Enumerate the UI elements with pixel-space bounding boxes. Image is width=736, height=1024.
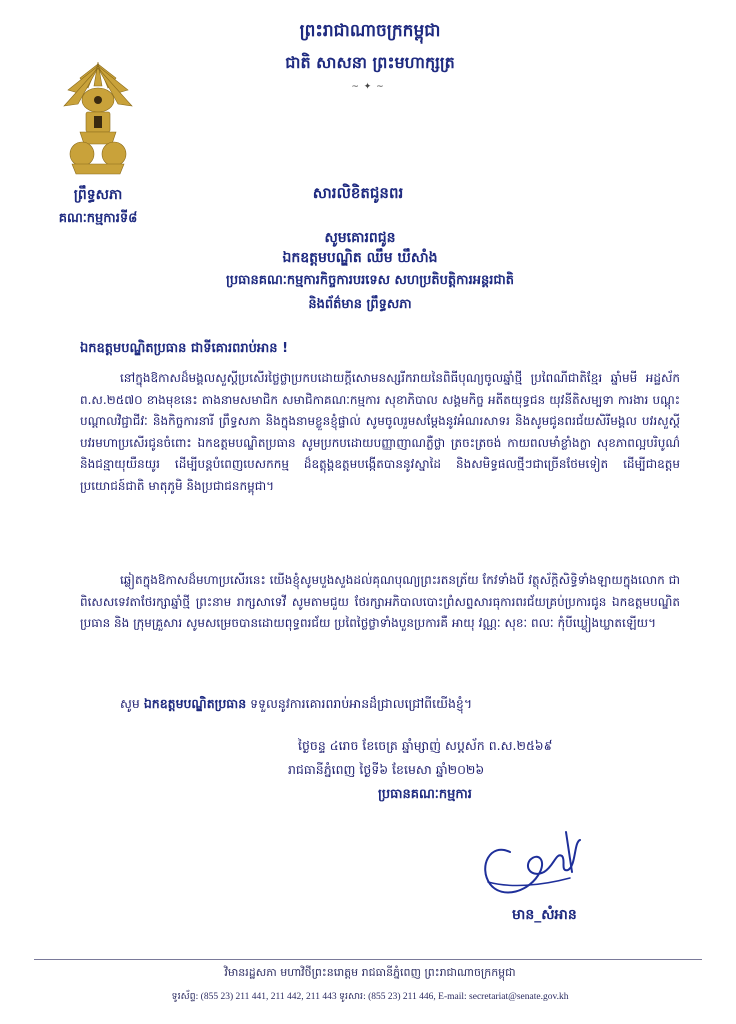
body-paragraph-2: ឆ្លៀតក្នុងឱកាសដ៏មហាប្រសើរនេះ យើងខ្ញុំសូមបួងសួងដល់គុណបុណ្យព្រះរតនត្រ័យ កែវទាំងបី វត្ថុស័ក្តិសិទ្ធិទាំងឡាយក្នុងលោក ជាពិសេសទេវតាថែរក្សាឆ្នាំថ្មី ព្រះនាម រាក្សសាទេវី សូមតាមជួយ ថែរក្សាអភិបាលបោះព្រំសព្ទសារធុការពរជ័យគ្រប់ប្រការជូន ឯកឧត្តមបណ្ឌិតប្រធាន និង ក្រុមគ្រួសារ សូមសម្រេចបានដោយពុទ្ធពរជ័យ ប្រពៃថ្លៃថ្លាទាំងបួនប្រការគឺ អាយុ វណ្ណៈ សុខៈ ពលៈ កុំបីឃ្លៀងឃ្លាតឡើយ។ [80,573,680,630]
footer-divider [34,959,702,960]
senate-emblem-icon [58,58,138,178]
footer-contacts: ទូរស័ព្ទ: (855 23) 211 441, 211 442, 211 443 ទូរសារ: (855 23) 211 446, E-mail: secretariat@senate.gov.kh [171,992,569,1002]
institution-name: ព្រឹទ្ធសភា [73,187,123,203]
recipient-position-cont: និងព័ត៌មាន ព្រឹទ្ធសភា [308,297,412,312]
footer-address: វិមានរដ្ឋសភា មហាវិថីព្រះនរោត្តម រាជធានីភ្នំពេញ ព្រះរាជាណាចក្រកម្ពុជា [224,966,516,979]
header-ornament: ~ ✦ ~ [351,82,385,92]
signer-name: មាន_សំអាន [512,907,577,923]
salutation: ឯកឧត្តមបណ្ឌិតប្រធាន ជាទីគោរពរាប់អាន ! [80,341,289,356]
kingdom-heading: ព្រះរាជាណាចក្រកម្ពុជា [299,21,441,41]
recipient-greeting: សូមគោរពជូន [324,230,396,246]
closing-prefix: សូម [120,696,140,711]
recipient-name: ឯកឧត្តមបណ្ឌិត ឈឹម ឃឹសាំង [282,250,438,266]
closing-recipient: ឯកឧត្តមបណ្ឌិតប្រធាន [143,696,247,711]
recipient-position: ប្រធានគណៈកម្មការកិច្ចការបរទេស សហប្រតិបត្តិការអន្តរជាតិ [226,273,514,288]
signature-icon [470,812,600,912]
lunar-date: ថ្ងៃចន្ទ ៤រោច ខែចេត្រ ឆ្នាំម្សាញ់ សប្តស័ក ព.ស.២៥៦៩ [298,738,553,753]
signer-title: ប្រធានគណៈកម្មការ [378,787,472,802]
letter-title: សារលិខិតជូនពរ [312,184,404,202]
national-motto: ជាតិ សាសនា ព្រះមហាក្សត្រ [285,53,455,72]
closing-line [120,696,680,715]
commission-name: គណៈកម្មការទី៨ [58,211,138,226]
body-paragraph-1: នៅក្នុងឱកាសដ៏មង្គលសួស្តីប្រសើរថ្លៃថ្លាប្រកបដោយក្តីសោមនស្សរីករាយនៃពិធីបុណ្យចូលឆ្នាំថ្មី ប្រពៃណីជាតិខ្មែរ ឆ្នាំមមី អដ្ឋស័ក ព.ស.២៥៧០ ខាងមុខនេះ តាងនាមសមាជិក សមាជិកាគណៈកម្មការ សុខាភិបាល សង្គមកិច្ច អតីតយុទ្ធជន យុវនីតិសម្បទា ការងារ បណ្តុះបណ្តាលវិជ្ជាជីវៈ និងកិច្ចការនារី ព្រឹទ្ធសភា និងក្នុងនាមខ្លួនខ្ញុំផ្ទាល់ សូមចូលរួមសម្តែងនូវអំណរសាទរ និងសូមជូនពរជ័យសិរីមង្គល បវរសួស្តី បវរមហាប្រសើរជូនចំពោះ ឯកឧត្តមបណ្ឌិតប្រធាន សូមប្រកបដោយបញ្ញាញាណភ្លឺថ្លា ត្រចះត្រចង់ កាយពលមាំខ្លាំងក្លា សុខភាពល្អបរិបូណ៌ និងជន្មាយុយឺនយូរ ដើម្បីបន្តបំពេញបេសកកម្ម ដ៏ឧត្តុង្គឧត្តមបង្កើតបាននូវស្នាដៃ និងសមិទ្ធផលថ្មីៗជាច្រើនថែមទៀត ដើម្បីជាឧត្តមប្រយោជន៍ជាតិ មាតុភូមិ និងប្រជាជនកម្ពុជា។ [80,371,680,493]
solar-date: រាជធានីភ្នំពេញ ថ្ងៃទី៦ ខែមេសា ឆ្នាំ២០២៦ [288,762,485,777]
closing-suffix: ទទួលនូវការគោរពរាប់អានដ៏ជ្រាលជ្រៅពីយើងខ្ញុំ។ [250,696,473,711]
